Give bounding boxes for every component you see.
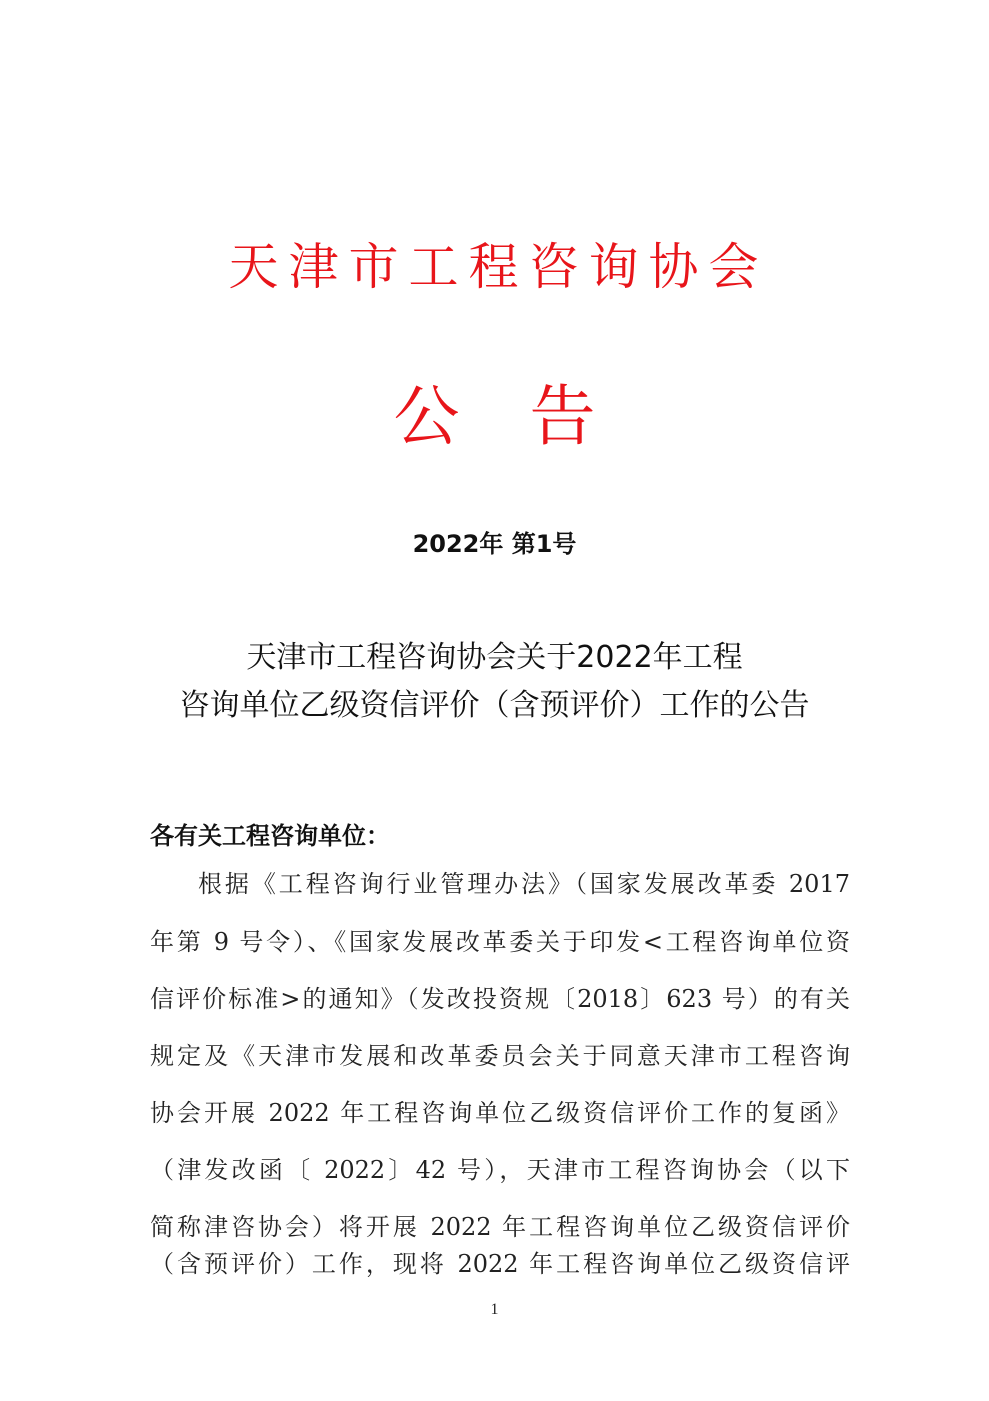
body-line: 简称津咨协会）将开展 2022 年工程咨询单位乙级资信评价 <box>150 1213 850 1241</box>
document-title-line-2: 咨询单位乙级资信评价（含预评价）工作的公告 <box>179 688 810 723</box>
body-line: （津发改函〔 2022〕42 号），天津市工程咨询协会（以下 <box>150 1156 850 1184</box>
body-line: 规定及《天津市发展和改革委员会关于同意天津市工程咨询 <box>150 1042 850 1070</box>
document-type: 公告 <box>393 378 666 455</box>
document-title-line-1: 天津市工程咨询协会关于2022年工程 <box>246 640 743 675</box>
body-line: 年第 9 号令）、《国家发展改革委关于印发<工程咨询单位资 <box>150 928 850 956</box>
body-line: 协会开展 2022 年工程咨询单位乙级资信评价工作的复函》 <box>150 1099 850 1127</box>
salutation: 各有关工程咨询单位： <box>150 822 390 850</box>
body-line: 根据《工程咨询行业管理办法》（国家发展改革委 2017 <box>198 870 850 898</box>
body-line: 信评价标准>的通知》（发改投资规〔2018〕623 号）的有关 <box>150 985 850 1013</box>
page-number: 1 <box>490 1301 499 1318</box>
body-line: （含预评价）工作，现将 2022 年工程咨询单位乙级资信评 <box>150 1250 850 1278</box>
document-number: 2022年 第1号 <box>412 530 577 558</box>
organization-name: 天津市工程咨询协会 <box>228 238 769 296</box>
